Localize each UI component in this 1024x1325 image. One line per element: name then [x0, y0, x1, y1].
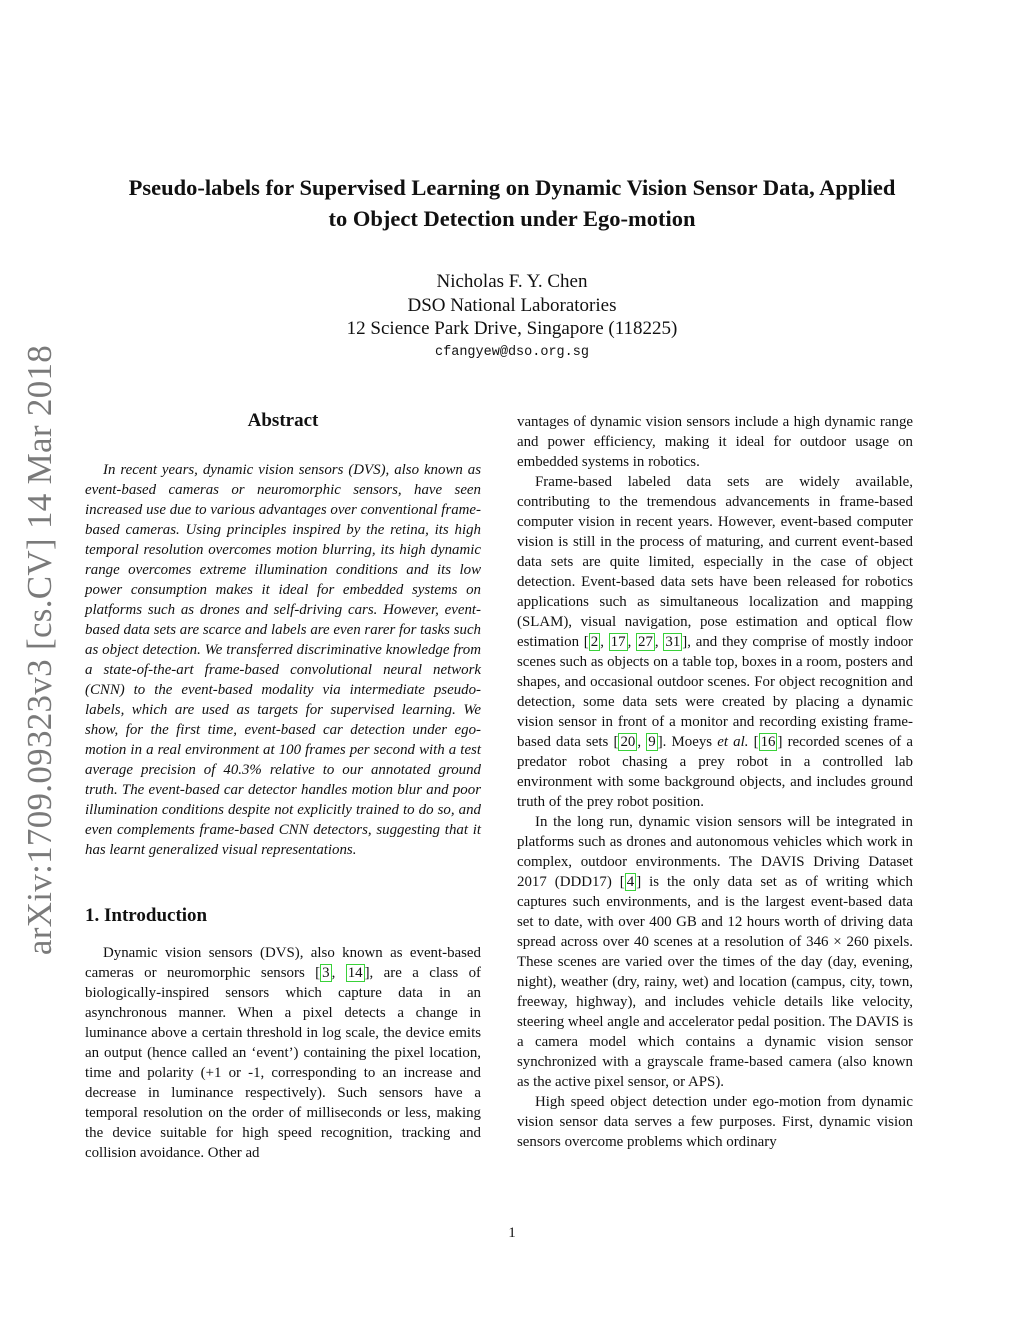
- text-run: ], are a class of biologically-inspired sensors which capture data in an asynchronous manner. When a pixel detects a change in luminance above a certain threshold in log scale, the device emits an output (hence called an ‘event’) containing the pixel location, time and polarity (+1 or -1, corresponding to an increase and decrease in luminance respectively). Such sensors have a temporal resolution on the order of milliseconds or less, making the device suitable for high speed recognition, tracking and collision avoidance. Other ad: [85, 965, 481, 1161]
- text-run: Dynamic vision sensors (DVS), also known as event-based cameras or neuromorphic sensors [: [85, 945, 481, 981]
- citation-link[interactable]: 20: [620, 734, 636, 750]
- citation-link[interactable]: 17: [610, 634, 626, 650]
- right-column: [517, 412, 913, 1152]
- citation-link[interactable]: 9: [648, 734, 656, 750]
- citation-link[interactable]: 16: [760, 734, 776, 750]
- citation-link[interactable]: 27: [638, 634, 653, 650]
- paper-title: [80, 172, 944, 234]
- text-run: In the long run, dynamic vision sensors will be integrated in platforms such as drones and autonomous vehicles which work in complex, outdoor environments. The DAVIS Driving Dataset 2017 (DDD17) [: [517, 814, 913, 890]
- author-block: [200, 270, 824, 365]
- left-column: [85, 408, 481, 1163]
- text-run: ,: [331, 965, 346, 981]
- page-number: 1: [508, 1225, 516, 1241]
- intro-paragraph-2: [517, 472, 913, 812]
- text-run: ,: [600, 634, 609, 650]
- author-affiliation: DSO National Laboratories: [407, 294, 617, 316]
- intro-paragraph-3: [517, 812, 913, 1092]
- citation-link[interactable]: 31: [665, 634, 681, 650]
- text-run: ,: [637, 734, 647, 750]
- abstract-heading: Abstract: [247, 410, 319, 431]
- citation-link[interactable]: 14: [347, 965, 363, 981]
- abstract-text: In recent years, dynamic vision sensors (DVS), also known as event-based cameras or neuromorphic sensors, have seen increased use due to various advantages over conventional frame-based cameras. Using principles inspired by the retina, its high temporal resolution overcomes motion blurring, its high dynamic range overcomes extreme illumination conditions and its low power consumption makes it ideal for embedded systems on platforms such as drones and self-driving cars. However, event-based data sets are scarce and labels are even rarer for tasks such as object detection. We transferred discriminative knowledge from a state-of-the-art frame-based convolutional neural network (CNN) to the event-based modality via intermediate pseudo-labels, which are used as targets for supervised learning. We show, for the first time, event-based car detection under ego-motion in a real environment at 100 frames per second with a test average precision of 40.3% relative to our annotated ground truth. The event-based car detector handles motion blur and poor illumination conditions despite not explicitly trained to do so, and even complements frame-based CNN detectors, suggesting that it has learnt generalized visual representations.: [85, 462, 481, 858]
- text-run: ] recorded scenes of a predator robot chasing a prey robot in a controlled lab environment with some background objects, and includes ground truth of the prey robot position.: [517, 734, 914, 810]
- citation-link[interactable]: 4: [626, 874, 635, 890]
- text-run: ]. Moeys: [657, 734, 718, 750]
- citation-link[interactable]: 3: [322, 965, 330, 981]
- title-line-2: to Object Detection under Ego-motion: [328, 206, 696, 231]
- introduction-heading: 1. Introduction: [85, 905, 208, 926]
- author-name: Nicholas F. Y. Chen: [436, 271, 588, 292]
- author-email[interactable]: cfangyew@dso.org.sg: [435, 344, 589, 360]
- text-run: ], and they comprise of mostly indoor scenes such as objects on a table top, boxes in a room, posters and shapes, and occasional outdoor scenes. For object recognition and detection, some data sets were created by placing a dynamic vision sensor in front of a monitor and recording existing frame-based data sets [: [517, 634, 913, 750]
- intro-paragraph-1: [85, 943, 481, 1163]
- arxiv-stamp: arXiv:1709.09323v3 [cs.CV] 14 Mar 2018: [20, 344, 59, 956]
- intro-paragraph-4: High speed object detection under ego-motion from dynamic vision sensor data serves a few purposes. First, dynamic vision sensors overcome problems which ordinary: [517, 1094, 913, 1150]
- text-run: [: [748, 734, 759, 750]
- citation-link[interactable]: 2: [590, 634, 599, 650]
- text-run-italic: et al.: [717, 734, 749, 750]
- title-line-1: Pseudo-labels for Supervised Learning on Dynamic Vision Sensor Data, Applied: [128, 175, 896, 200]
- text-run: ] is the only data set as of writing which captures such environments, and is the largest event-based data set to date, with over 400 GB and 12 hours worth of driving data spread across over 40 scenes at a resolution of 346 × 260 pixels. These scenes are varied over the times of the day (day, evening, night), weather (dry, rainy, wet) and location (campus, city, town, freeway, highway), and includes vehicle details like velocity, steering wheel angle and accelerator pedal position. The DAVIS is a camera model which contains a dynamic vision sensor synchronized with a grayscale frame-based camera (also known as the active pixel sensor, or APS).: [517, 874, 913, 1090]
- author-address: 12 Science Park Drive, Singapore (118225): [346, 318, 678, 339]
- text-run: ,: [654, 634, 664, 650]
- text-run: ,: [627, 634, 637, 650]
- text-run: Frame-based labeled data sets are widely available, contributing to the tremendous advancements in frame-based computer vision in recent years. However, event-based computer vision is still in the process of maturing, and current event-based data sets are quite limited, especially in the case of object detection. Event-based data sets have been released for robotics applications such as simultaneous localization and mapping (SLAM), visual navigation, pose estimation and optical flow estimation [: [517, 474, 913, 650]
- intro-paragraph-1-continued: vantages of dynamic vision sensors include a high dynamic range and power efficiency, making it ideal for outdoor usage on embedded systems in robotics.: [517, 414, 913, 470]
